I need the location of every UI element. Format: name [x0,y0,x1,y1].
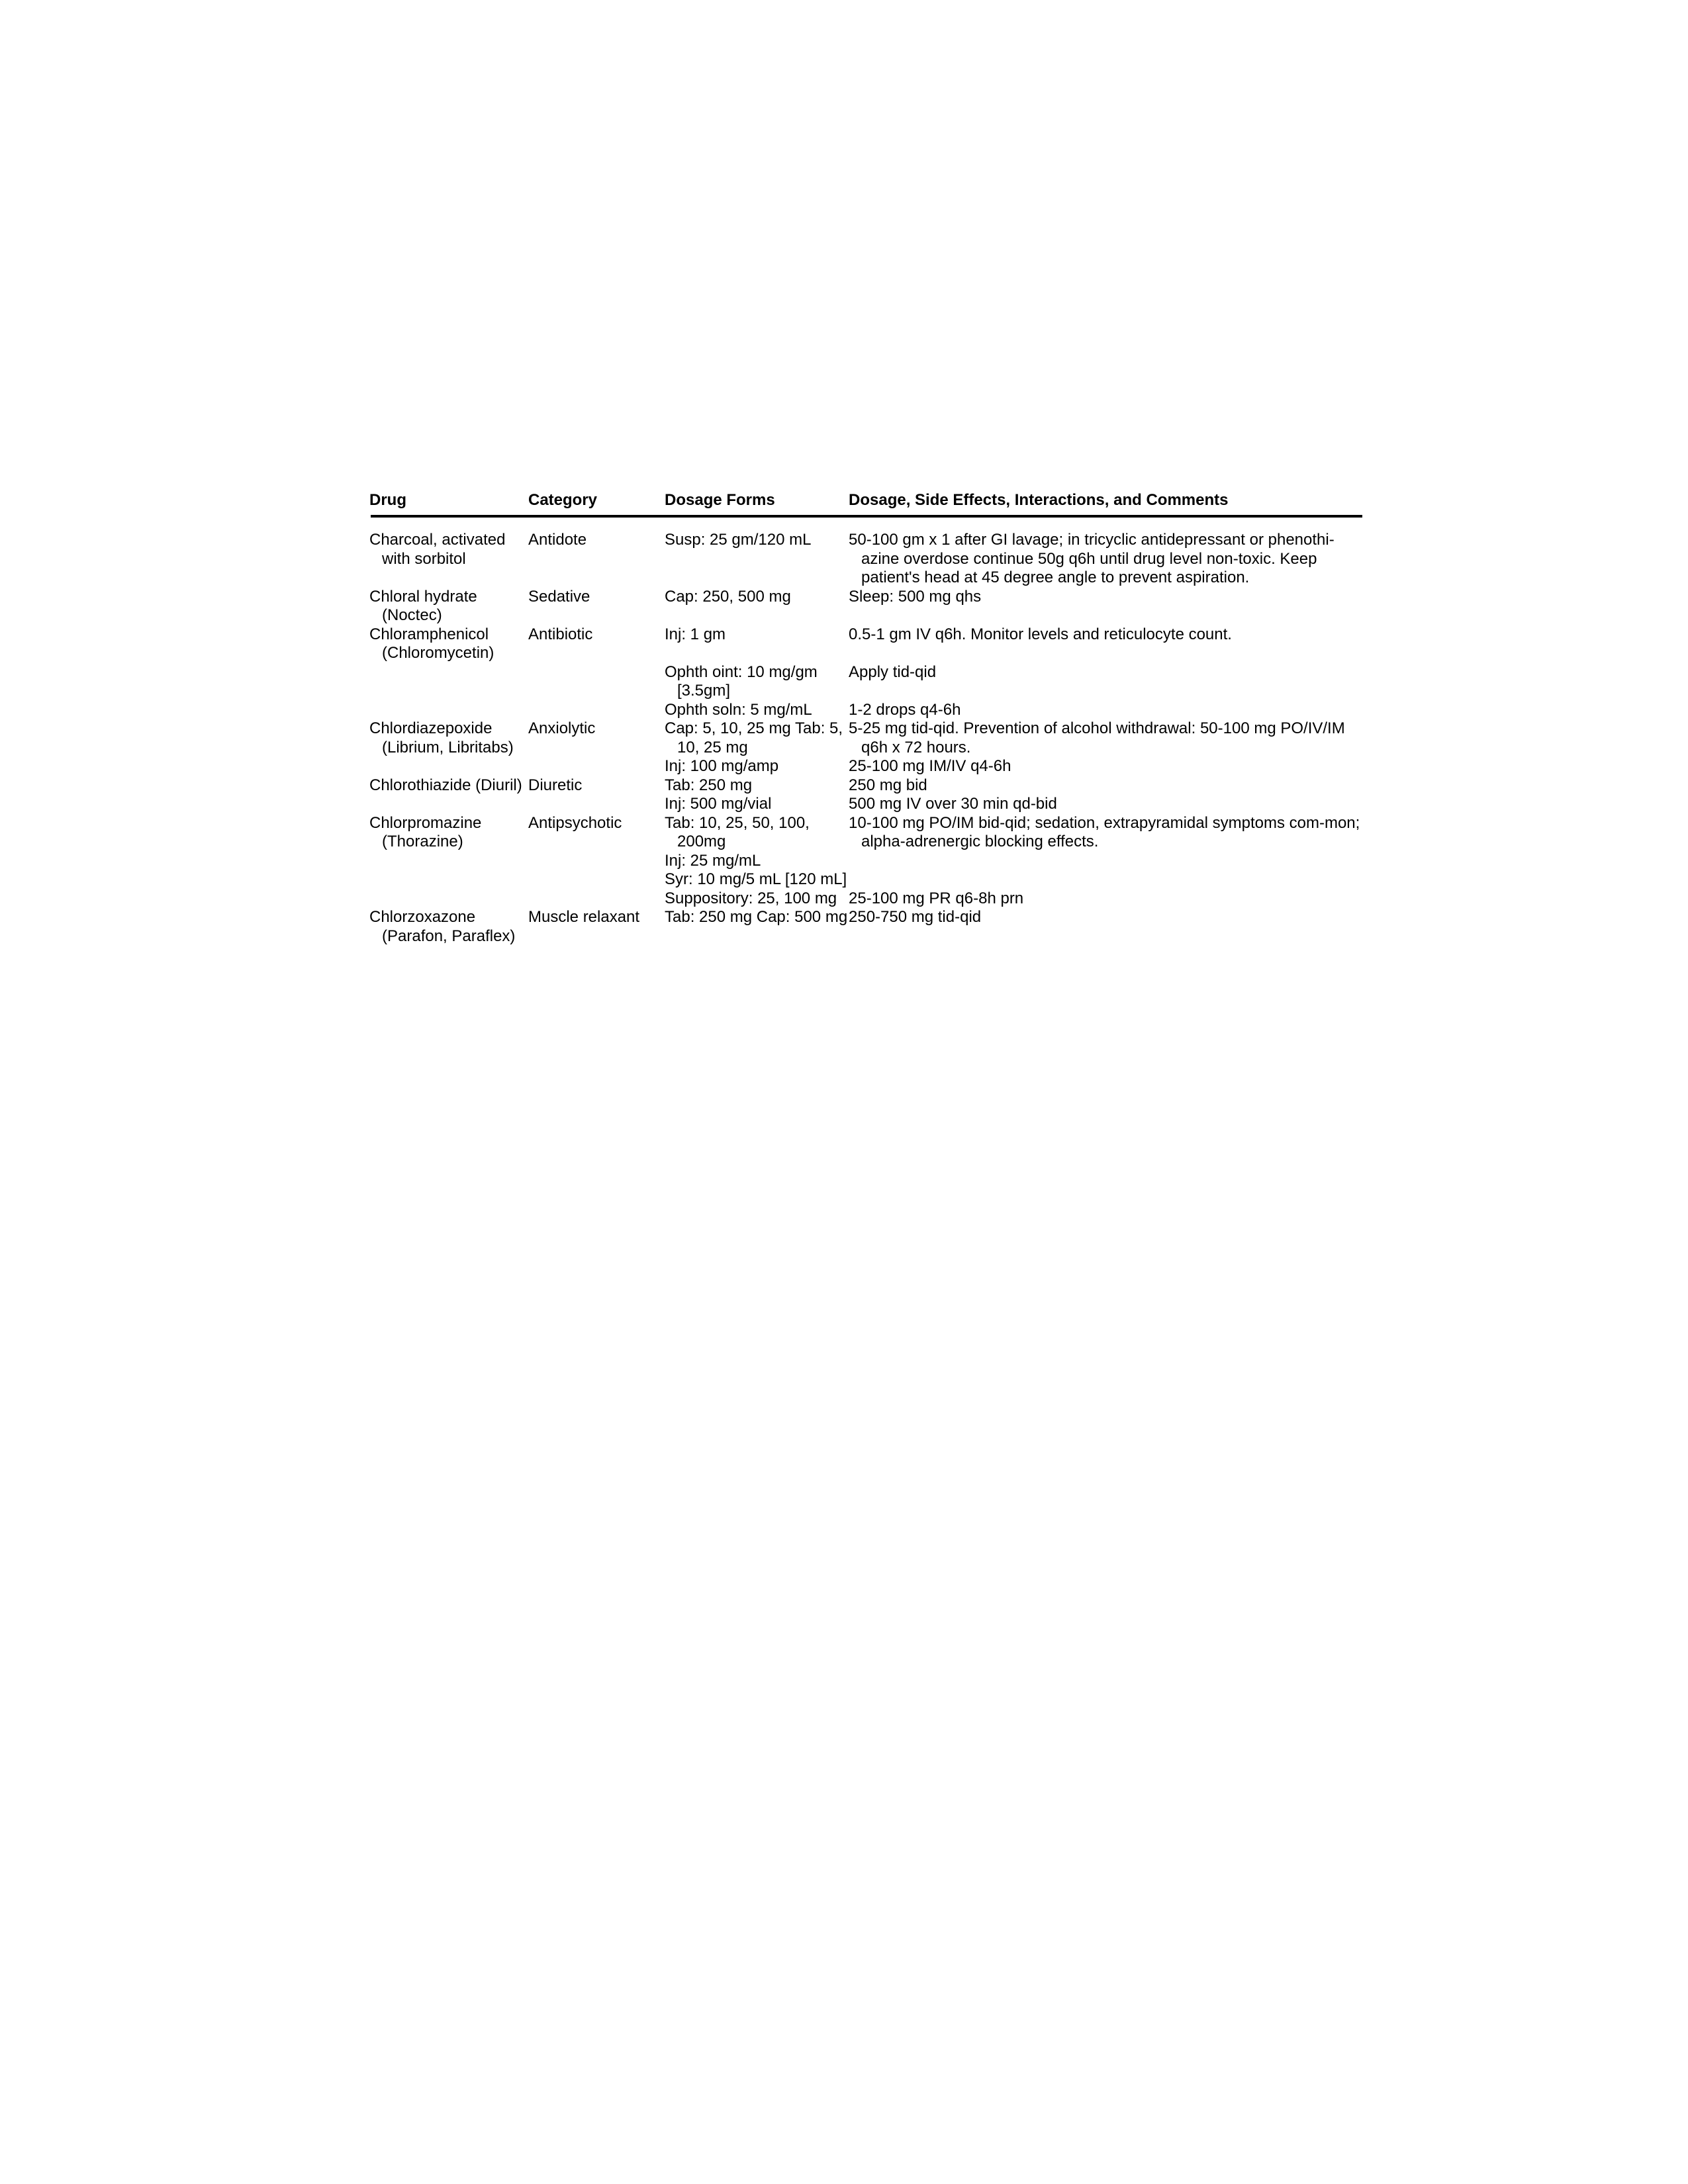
cell-comment [849,625,1362,663]
header-dosage-forms: Dosage Forms [665,491,775,509]
cell-comment [849,757,1362,776]
table-row [369,889,1362,909]
cell-drug-text: Chloramphenicol (Chloromycetin) [369,625,494,662]
table-header-row [369,491,1362,510]
cell-comment [849,814,1362,852]
cell-comment [849,588,1362,625]
cell-category-text: Sedative [528,587,590,606]
cell-comment [849,663,1362,701]
cell-dosage-form [665,588,849,625]
table-row [369,852,1362,871]
cell-drug [369,814,528,852]
cell-comment-text: 25-100 mg IM/IV q4-6h [849,757,1011,775]
cell-dosage-form [665,663,849,701]
table-row [369,814,1362,852]
cell-category-text: Anxiolytic [528,719,596,737]
table-row [369,908,1362,946]
cell-dosage-form-text: Suppository: 25, 100 mg [665,889,837,907]
cell-drug [369,701,528,720]
cell-category [528,757,665,776]
cell-category [528,719,665,757]
cell-drug [369,719,528,757]
cell-comment-text: 500 mg IV over 30 min qd-bid [849,795,1057,813]
header-comments: Dosage, Side Effects, Interactions, and Comments [849,491,1229,509]
cell-drug-text: Chlordiazepoxide (Librium, Libritabs) [369,719,514,756]
cell-dosage-form-text: Ophth oint: 10 mg/gm [3.5gm] [665,662,818,700]
cell-category [528,870,665,889]
cell-category-text: Antibiotic [528,625,593,643]
table-row [369,757,1362,776]
cell-drug [369,757,528,776]
cell-dosage-form-text: Tab: 250 mg Cap: 500 mg [665,908,848,926]
cell-drug-text: Chlorpromazine (Thorazine) [369,813,482,850]
cell-comment-text: 250-750 mg tid-qid [849,908,982,926]
cell-dosage-form-text: Tab: 250 mg [665,776,753,794]
cell-dosage-form [665,795,849,814]
cell-drug [369,795,528,814]
cell-dosage-form [665,531,849,588]
cell-dosage-form [665,814,849,852]
cell-dosage-form-text: Tab: 10, 25, 50, 100, 200mg [665,813,810,850]
table-row [369,588,1362,625]
cell-category [528,889,665,909]
cell-drug [369,908,528,946]
table-row [369,625,1362,663]
cell-category-text: Diuretic [528,776,583,794]
cell-dosage-form [665,776,849,796]
cell-category [528,625,665,663]
cell-category-text: Antidote [528,531,587,549]
cell-category [528,814,665,852]
drug-reference-table [369,491,1362,946]
table-row [369,776,1362,796]
cell-comment-text: 50-100 gm x 1 after GI lavage; in tricyclic antidepressant or phenothi-azine overdose continue 50g q6h until drug level non-toxic. Keep patient's head at 45 degree angle to prevent aspiration. [849,531,1335,586]
cell-category [528,588,665,625]
cell-comment-text: 10-100 mg PO/IM bid-qid; sedation, extrapyramidal symptoms com-mon; alpha-adrenergic blocking effects. [849,813,1360,850]
table-row [369,663,1362,701]
cell-drug-text: Chlorzoxazone (Parafon, Paraflex) [369,908,516,945]
cell-dosage-form-text: Cap: 5, 10, 25 mg Tab: 5, 10, 25 mg [665,719,843,756]
cell-category [528,852,665,871]
cell-dosage-form-text: Inj: 500 mg/vial [665,795,772,813]
cell-category-text: Muscle relaxant [528,908,640,926]
cell-drug-text: Chlorothiazide (Diuril) [369,776,522,794]
header-spacer [369,518,1362,531]
cell-category [528,795,665,814]
cell-comment-text: 250 mg bid [849,776,927,794]
cell-drug-text: Charcoal, activated with sorbitol [369,531,506,568]
cell-comment-text: 0.5-1 gm IV q6h. Monitor levels and reticulocyte count. [849,625,1232,643]
cell-dosage-form [665,757,849,776]
cell-category [528,701,665,720]
cell-comment-text: 25-100 mg PR q6-8h prn [849,889,1024,907]
cell-dosage-form-text: Susp: 25 gm/120 mL [665,531,812,549]
cell-comment-text: 5-25 mg tid-qid. Prevention of alcohol withdrawal: 50-100 mg PO/IV/IM q6h x 72 hours. [849,719,1345,756]
cell-comment [849,795,1362,814]
cell-comment [849,870,1362,889]
cell-dosage-form-text: Inj: 1 gm [665,625,726,643]
cell-comment [849,908,1362,946]
cell-dosage-form [665,870,849,889]
cell-dosage-form [665,719,849,757]
cell-dosage-form [665,908,849,946]
cell-category [528,908,665,946]
header-drug: Drug [369,491,406,509]
cell-comment-text: 1-2 drops q4-6h [849,700,961,719]
cell-comment-text: Sleep: 500 mg qhs [849,587,982,606]
cell-dosage-form-text: Inj: 100 mg/amp [665,757,779,775]
cell-category [528,776,665,796]
cell-drug [369,625,528,663]
cell-drug [369,531,528,588]
cell-comment [849,719,1362,757]
header-category: Category [528,491,598,509]
table-row [369,795,1362,814]
cell-drug [369,588,528,625]
cell-category [528,531,665,588]
cell-dosage-form [665,625,849,663]
cell-drug [369,663,528,701]
cell-comment [849,531,1362,588]
table-body [369,531,1362,946]
table-row [369,870,1362,889]
cell-comment [849,701,1362,720]
table-row [369,701,1362,720]
cell-comment [849,776,1362,796]
cell-dosage-form-text: Cap: 250, 500 mg [665,587,791,606]
cell-drug [369,852,528,871]
table-row [369,719,1362,757]
cell-comment-text: Apply tid-qid [849,662,937,681]
cell-dosage-form-text: Syr: 10 mg/5 mL [120 mL] [665,870,847,888]
cell-drug-text: Chloral hydrate (Noctec) [369,587,477,624]
cell-dosage-form [665,889,849,909]
cell-dosage-form-text: Inj: 25 mg/mL [665,851,761,870]
cell-dosage-form-text: Ophth soln: 5 mg/mL [665,700,812,719]
cell-drug [369,776,528,796]
cell-dosage-form [665,701,849,720]
cell-category-text: Antipsychotic [528,813,622,832]
cell-comment [849,889,1362,909]
cell-category [528,663,665,701]
cell-drug [369,889,528,909]
table-row [369,531,1362,588]
cell-drug [369,870,528,889]
cell-comment [849,852,1362,871]
cell-dosage-form [665,852,849,871]
